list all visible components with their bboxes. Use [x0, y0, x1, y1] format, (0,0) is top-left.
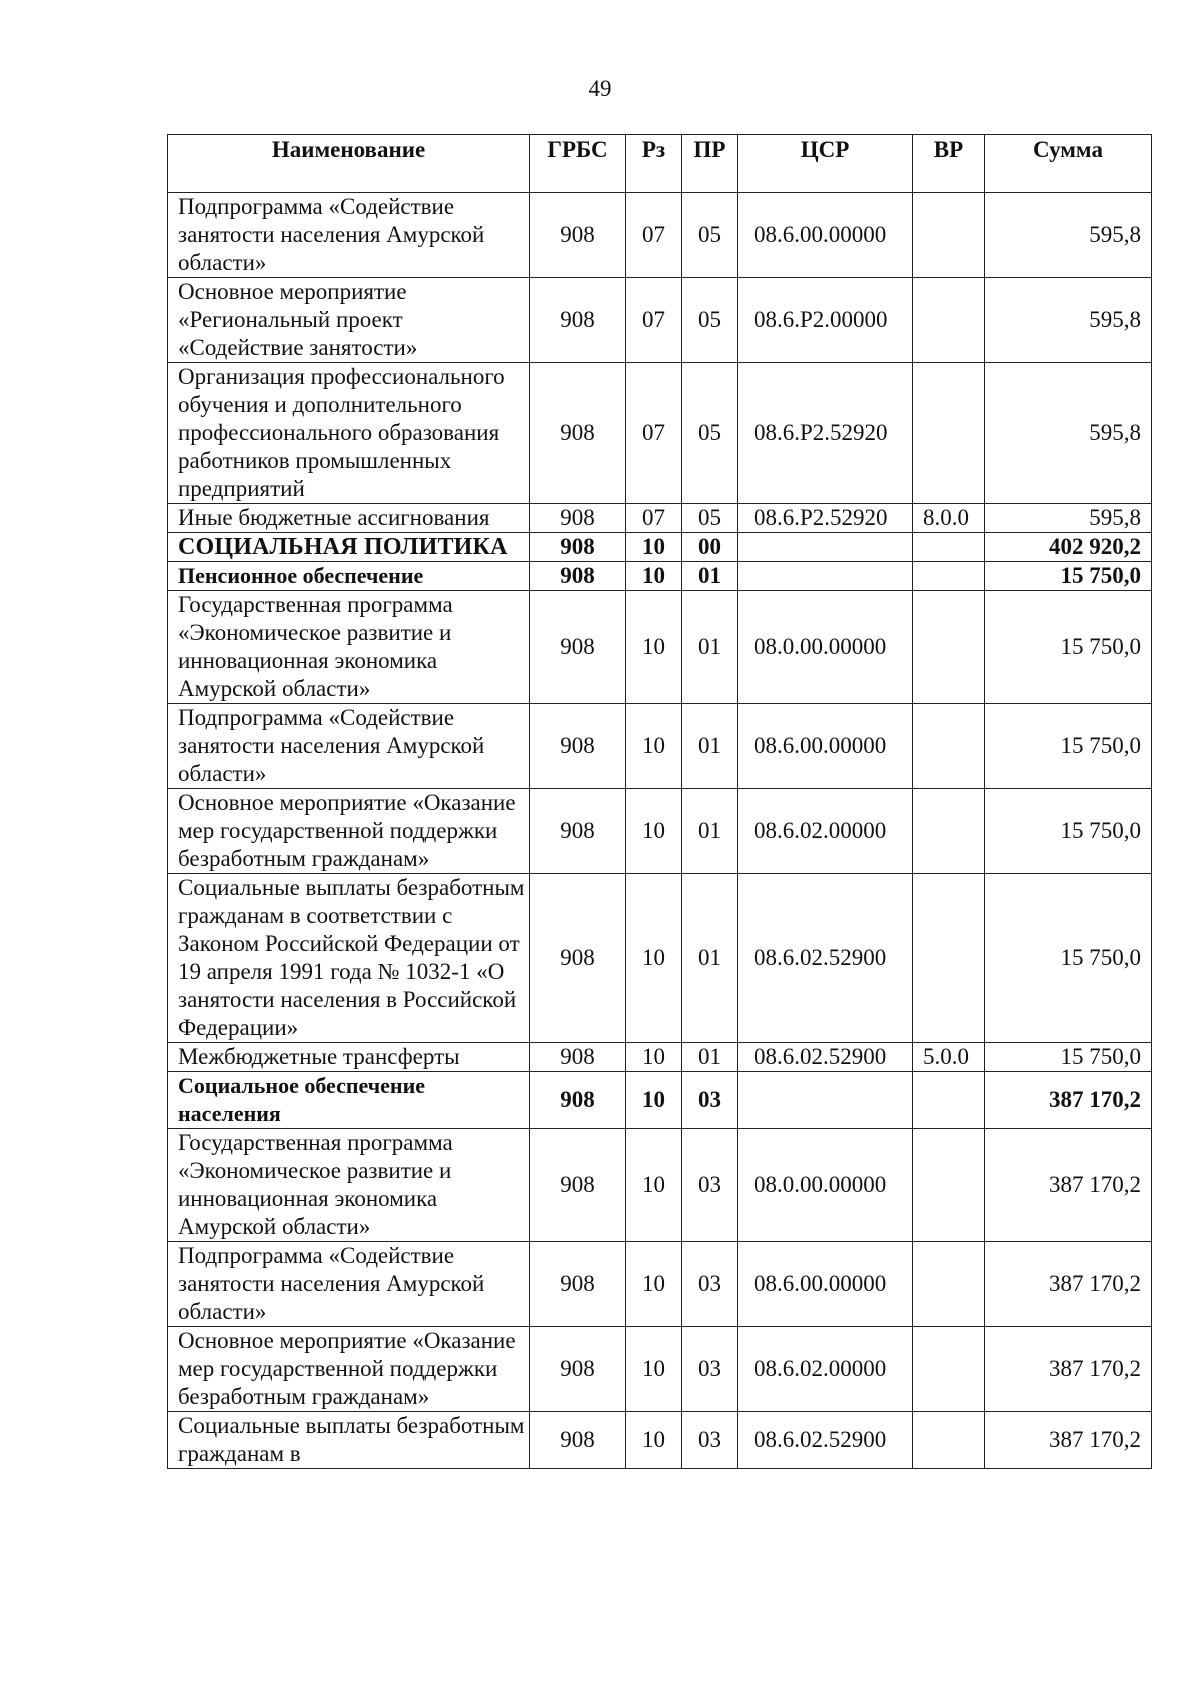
- cell-vr: [913, 874, 985, 1043]
- cell-sum: 402 920,2: [985, 533, 1152, 562]
- table-row: [168, 1129, 1152, 1242]
- cell-csr: 08.0.00.00000: [738, 1129, 913, 1242]
- header-grbs: ГРБС: [530, 135, 626, 193]
- cell-rz: 10: [626, 1412, 682, 1469]
- cell-vr: [913, 1412, 985, 1469]
- cell-name: Пенсионное обеспечение: [168, 562, 530, 591]
- cell-rz: 10: [626, 874, 682, 1043]
- cell-name: Социальное обеспечение населения: [168, 1072, 530, 1129]
- cell-pr: 01: [682, 874, 738, 1043]
- cell-name: Подпрограмма «Содействие занятости населения Амурской области»: [168, 704, 530, 789]
- cell-rz: 10: [626, 1327, 682, 1412]
- cell-name: Подпрограмма «Содействие занятости населения Амурской области»: [168, 1242, 530, 1327]
- cell-grbs: 908: [530, 562, 626, 591]
- cell-vr: [913, 562, 985, 591]
- cell-pr: 05: [682, 504, 738, 533]
- cell-csr: [738, 533, 913, 562]
- table-row: [168, 1072, 1152, 1129]
- cell-rz: 10: [626, 1072, 682, 1129]
- cell-sum: 387 170,2: [985, 1412, 1152, 1469]
- cell-vr: [913, 704, 985, 789]
- cell-vr: [913, 278, 985, 363]
- cell-sum: 15 750,0: [985, 1043, 1152, 1072]
- cell-pr: 03: [682, 1327, 738, 1412]
- table-row: [168, 874, 1152, 1043]
- header-vr: ВР: [913, 135, 985, 193]
- cell-grbs: 908: [530, 278, 626, 363]
- cell-name: Организация профессионального обучения и дополнительного профессионального образования работников промышленных предприятий: [168, 363, 530, 504]
- table-row: [168, 591, 1152, 704]
- cell-csr: [738, 1072, 913, 1129]
- table-row: [168, 1412, 1152, 1469]
- cell-sum: 15 750,0: [985, 789, 1152, 874]
- header-csr: ЦСР: [738, 135, 913, 193]
- cell-pr: 01: [682, 562, 738, 591]
- cell-rz: 07: [626, 193, 682, 278]
- cell-rz: 10: [626, 789, 682, 874]
- cell-grbs: 908: [530, 874, 626, 1043]
- cell-csr: 08.6.02.52900: [738, 874, 913, 1043]
- cell-name: Основное мероприятие «Оказание мер государственной поддержки безработным гражданам»: [168, 1327, 530, 1412]
- cell-vr: 8.0.0: [913, 504, 985, 533]
- cell-sum: 595,8: [985, 363, 1152, 504]
- cell-rz: 10: [626, 591, 682, 704]
- cell-name: СОЦИАЛЬНАЯ ПОЛИТИКА: [168, 533, 530, 562]
- cell-csr: 08.6.00.00000: [738, 193, 913, 278]
- cell-rz: 10: [626, 704, 682, 789]
- cell-pr: 01: [682, 704, 738, 789]
- cell-name: Подпрограмма «Содействие занятости населения Амурской области»: [168, 193, 530, 278]
- cell-vr: [913, 363, 985, 504]
- cell-vr: [913, 193, 985, 278]
- cell-rz: 07: [626, 504, 682, 533]
- cell-sum: 15 750,0: [985, 562, 1152, 591]
- table-row: [168, 363, 1152, 504]
- cell-grbs: 908: [530, 789, 626, 874]
- cell-grbs: 908: [530, 1129, 626, 1242]
- cell-vr: 5.0.0: [913, 1043, 985, 1072]
- cell-grbs: 908: [530, 193, 626, 278]
- table-row: [168, 789, 1152, 874]
- table-body: [168, 193, 1152, 1469]
- cell-grbs: 908: [530, 533, 626, 562]
- cell-grbs: 908: [530, 704, 626, 789]
- cell-pr: 03: [682, 1072, 738, 1129]
- cell-grbs: 908: [530, 363, 626, 504]
- page-number: 49: [588, 76, 612, 101]
- header-rz: Рз: [626, 135, 682, 193]
- cell-csr: 08.6.Р2.52920: [738, 504, 913, 533]
- cell-rz: 10: [626, 1043, 682, 1072]
- cell-grbs: 908: [530, 1412, 626, 1469]
- cell-pr: 05: [682, 193, 738, 278]
- table-row: [168, 278, 1152, 363]
- cell-vr: [913, 1242, 985, 1327]
- cell-pr: 03: [682, 1129, 738, 1242]
- cell-name: Социальные выплаты безработным гражданам в соответствии с Законом Российской Федерации от 19 апреля 1991 года № 1032-1 «О занятости населения в Российской Федерации»: [168, 874, 530, 1043]
- table-row: [168, 704, 1152, 789]
- table-row: [168, 1327, 1152, 1412]
- cell-csr: 08.6.02.00000: [738, 1327, 913, 1412]
- cell-vr: [913, 591, 985, 704]
- cell-csr: 08.6.Р2.00000: [738, 278, 913, 363]
- cell-name: Основное мероприятие «Оказание мер государственной поддержки безработным гражданам»: [168, 789, 530, 874]
- cell-csr: 08.6.00.00000: [738, 704, 913, 789]
- cell-sum: 15 750,0: [985, 874, 1152, 1043]
- cell-name: Государственная программа «Экономическое развитие и инновационная экономика Амурской области»: [168, 591, 530, 704]
- cell-rz: 10: [626, 562, 682, 591]
- cell-csr: 08.6.00.00000: [738, 1242, 913, 1327]
- cell-grbs: 908: [530, 1242, 626, 1327]
- cell-sum: 15 750,0: [985, 704, 1152, 789]
- cell-sum: 387 170,2: [985, 1327, 1152, 1412]
- cell-csr: [738, 562, 913, 591]
- cell-rz: 10: [626, 533, 682, 562]
- cell-name: Государственная программа «Экономическое развитие и инновационная экономика Амурской области»: [168, 1129, 530, 1242]
- cell-vr: [913, 1129, 985, 1242]
- cell-pr: 01: [682, 789, 738, 874]
- cell-sum: 15 750,0: [985, 591, 1152, 704]
- cell-csr: 08.6.02.52900: [738, 1043, 913, 1072]
- cell-grbs: 908: [530, 1072, 626, 1129]
- cell-grbs: 908: [530, 591, 626, 704]
- table-row: [168, 562, 1152, 591]
- cell-vr: [913, 1327, 985, 1412]
- cell-grbs: 908: [530, 1327, 626, 1412]
- cell-vr: [913, 533, 985, 562]
- cell-rz: 10: [626, 1242, 682, 1327]
- cell-sum: 387 170,2: [985, 1072, 1152, 1129]
- table-row: [168, 1242, 1152, 1327]
- cell-csr: 08.6.02.52900: [738, 1412, 913, 1469]
- table-row: [168, 1043, 1152, 1072]
- cell-name: Социальные выплаты безработным гражданам в: [168, 1412, 530, 1469]
- cell-pr: 00: [682, 533, 738, 562]
- cell-sum: 595,8: [985, 504, 1152, 533]
- cell-rz: 10: [626, 1129, 682, 1242]
- cell-grbs: 908: [530, 1043, 626, 1072]
- cell-name: Основное мероприятие «Региональный проект «Содействие занятости»: [168, 278, 530, 363]
- header-sum: Сумма: [985, 135, 1152, 193]
- cell-name: Иные бюджетные ассигнования: [168, 504, 530, 533]
- cell-sum: 387 170,2: [985, 1242, 1152, 1327]
- cell-pr: 03: [682, 1242, 738, 1327]
- cell-vr: [913, 1072, 985, 1129]
- table-header-row: [168, 135, 1152, 193]
- cell-name: Межбюджетные трансферты: [168, 1043, 530, 1072]
- cell-csr: 08.0.00.00000: [738, 591, 913, 704]
- cell-sum: 595,8: [985, 193, 1152, 278]
- header-name: Наименование: [168, 135, 530, 193]
- cell-sum: 595,8: [985, 278, 1152, 363]
- cell-vr: [913, 789, 985, 874]
- cell-csr: 08.6.02.00000: [738, 789, 913, 874]
- cell-pr: 05: [682, 278, 738, 363]
- table-row: [168, 504, 1152, 533]
- cell-pr: 03: [682, 1412, 738, 1469]
- table-row: [168, 193, 1152, 278]
- cell-sum: 387 170,2: [985, 1129, 1152, 1242]
- cell-pr: 01: [682, 1043, 738, 1072]
- budget-table: [167, 134, 1152, 1469]
- header-pr: ПР: [682, 135, 738, 193]
- table-row: [168, 533, 1152, 562]
- cell-pr: 05: [682, 363, 738, 504]
- cell-grbs: 908: [530, 504, 626, 533]
- cell-rz: 07: [626, 363, 682, 504]
- cell-csr: 08.6.Р2.52920: [738, 363, 913, 504]
- cell-rz: 07: [626, 278, 682, 363]
- cell-pr: 01: [682, 591, 738, 704]
